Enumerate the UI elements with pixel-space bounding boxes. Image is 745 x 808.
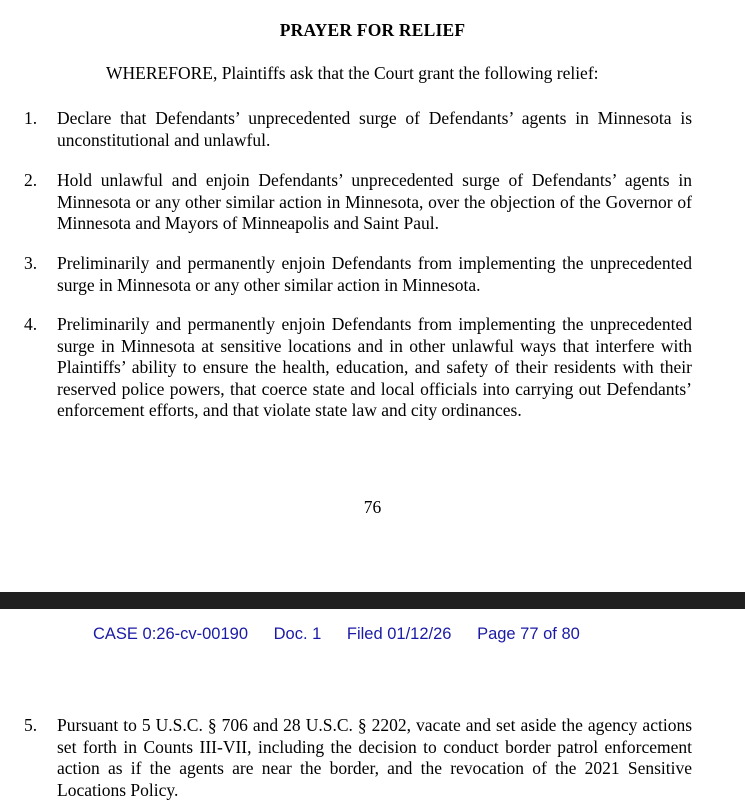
page-number: 76 — [363, 497, 382, 517]
case-header — [93, 625, 601, 644]
item-text: Hold unlawful and enjoin Defendants’ unprecedented surge of Defendants’ agents in Minnesota or any other similar action in Minnesota, over the objection of the Governor of Minnesota and Mayors of Minneapolis and Saint Paul. — [57, 170, 692, 234]
doc-number: Doc. 1 — [273, 625, 322, 643]
page-separator — [0, 592, 745, 609]
intro-paragraph: WHEREFORE, Plaintiffs ask that the Court grant the following relief: — [106, 63, 599, 83]
item-number: 3. — [24, 253, 38, 273]
item-number: 2. — [24, 170, 38, 190]
relief-item-3 — [24, 253, 692, 296]
item-text: Declare that Defendants’ unprecedented surge of Defendants’ agents in Minnesota is unconstitutional and unlawful. — [57, 108, 692, 150]
page-count: Page 77 of 80 — [477, 625, 580, 643]
relief-item-1 — [24, 108, 692, 151]
section-heading: PRAYER FOR RELIEF — [279, 20, 466, 40]
case-number: CASE 0:26-cv-00190 — [93, 625, 249, 643]
relief-item-5 — [24, 715, 692, 801]
item-text: Preliminarily and permanently enjoin Defendants from implementing the unprecedented surge in Minnesota or any other similar action in Minnesota. — [57, 253, 692, 295]
relief-item-2 — [24, 170, 692, 235]
filed-date: Filed 01/12/26 — [346, 625, 452, 643]
item-number: 4. — [24, 314, 38, 334]
item-number: 1. — [24, 108, 38, 128]
item-text: Pursuant to 5 U.S.C. § 706 and 28 U.S.C. § 2202, vacate and set aside the agency actions set forth in Counts III-VII, including the decision to conduct border patrol enforcement action as if the agents are near the border, and the revocation of the 2021 Sensitive Locations Policy. — [57, 715, 692, 800]
item-text: Preliminarily and permanently enjoin Defendants from implementing the unprecedented surge in Minnesota at sensitive locations and in other unlawful ways that interfere with Plaintiffs’ ability to ensure the health, education, and safety of their residents with their reserved police powers, that coerce state and local officials into carrying out Defendants’ enforcement efforts, and that violate state law and city ordinances. — [57, 314, 692, 421]
item-number: 5. — [24, 715, 38, 735]
relief-item-4 — [24, 314, 692, 422]
